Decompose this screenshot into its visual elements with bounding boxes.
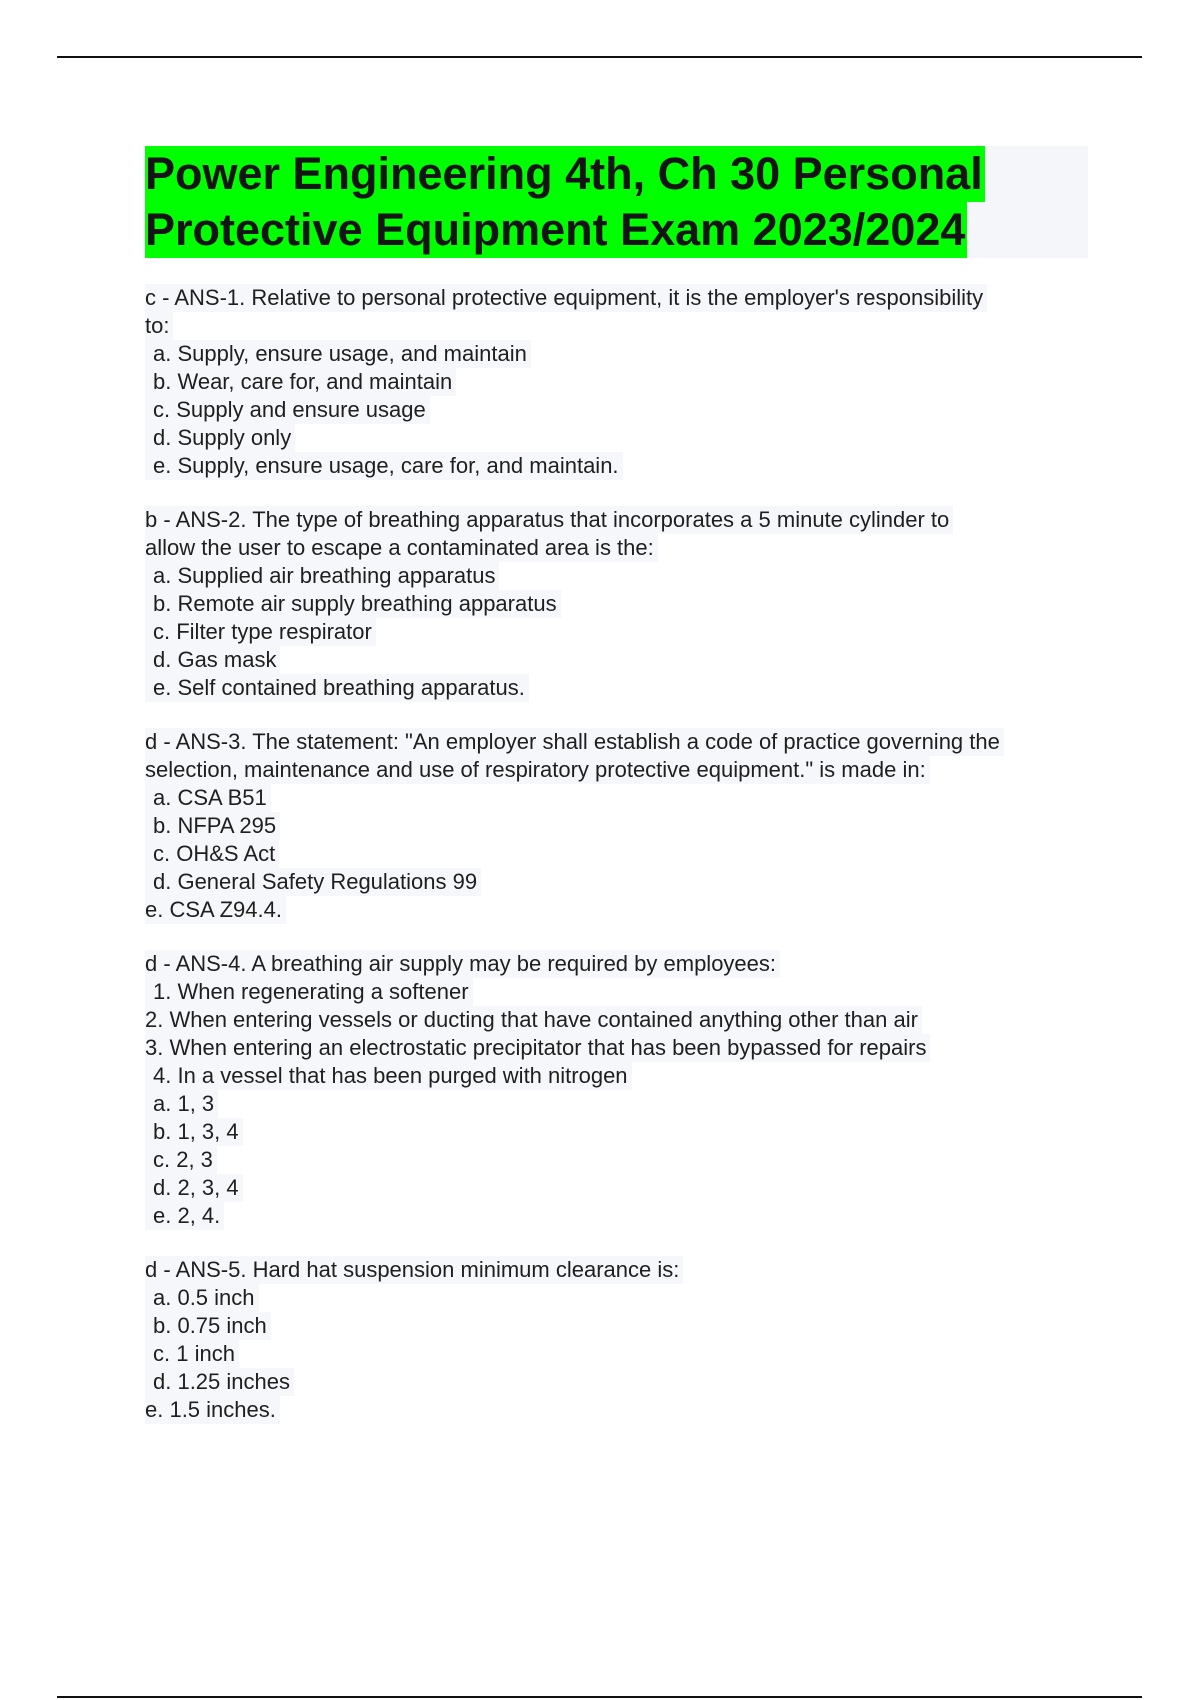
title-line-1: Power Engineering 4th, Ch 30 Personal: [145, 146, 985, 202]
answer-option: a. Supplied air breathing apparatus: [145, 562, 499, 590]
answer-option: d. Supply only: [145, 424, 295, 452]
answer-option: a. 0.5 inch: [145, 1284, 259, 1312]
answer-option: b. NFPA 295: [145, 812, 280, 840]
question-text: b - ANS-2. The type of breathing apparatus that incorporates a 5 minute cylinder to: [145, 506, 953, 534]
question-text: to:: [145, 312, 173, 340]
answer-option: d. 1.25 inches: [145, 1368, 294, 1396]
question-text: d - ANS-4. A breathing air supply may be required by employees:: [145, 950, 780, 978]
answer-option: 4. In a vessel that has been purged with nitrogen: [145, 1062, 632, 1090]
question-3: [145, 728, 1105, 924]
answer-option: d. Gas mask: [145, 646, 280, 674]
answer-option: b. 0.75 inch: [145, 1312, 271, 1340]
answer-option: 2. When entering vessels or ducting that have contained anything other than air: [145, 1006, 922, 1034]
title-line-2: Protective Equipment Exam 2023/2024: [145, 202, 967, 258]
question-4: [145, 950, 1105, 1230]
answer-option: e. 1.5 inches.: [145, 1396, 280, 1424]
answer-option: b. Remote air supply breathing apparatus: [145, 590, 561, 618]
answer-option: 3. When entering an electrostatic precipitator that has been bypassed for repairs: [145, 1034, 930, 1062]
question-text: selection, maintenance and use of respiratory protective equipment." is made in:: [145, 756, 930, 784]
page-title: [145, 146, 1088, 258]
answer-option: 1. When regenerating a softener: [145, 978, 473, 1006]
answer-option: a. 1, 3: [145, 1090, 218, 1118]
answer-option: a. CSA B51: [145, 784, 271, 812]
question-text: d - ANS-5. Hard hat suspension minimum clearance is:: [145, 1256, 683, 1284]
answer-option: c. 2, 3: [145, 1146, 217, 1174]
answer-option: c. Supply and ensure usage: [145, 396, 430, 424]
answer-option: c. Filter type respirator: [145, 618, 376, 646]
question-2: [145, 506, 1105, 702]
answer-option: b. Wear, care for, and maintain: [145, 368, 456, 396]
question-5: [145, 1256, 1105, 1424]
answer-option: c. OH&S Act: [145, 840, 279, 868]
question-list: [145, 284, 1105, 1450]
bottom-rule: [57, 1696, 1142, 1698]
answer-option: c. 1 inch: [145, 1340, 239, 1368]
top-rule: [57, 56, 1142, 58]
answer-option: a. Supply, ensure usage, and maintain: [145, 340, 531, 368]
answer-option: d. 2, 3, 4: [145, 1174, 243, 1202]
question-text: c - ANS-1. Relative to personal protective equipment, it is the employer's responsibility: [145, 284, 987, 312]
answer-option: b. 1, 3, 4: [145, 1118, 243, 1146]
answer-option: e. Self contained breathing apparatus.: [145, 674, 529, 702]
answer-option: e. CSA Z94.4.: [145, 896, 286, 924]
answer-option: e. Supply, ensure usage, care for, and maintain.: [145, 452, 623, 480]
question-1: [145, 284, 1105, 480]
question-text: allow the user to escape a contaminated area is the:: [145, 534, 658, 562]
answer-option: e. 2, 4.: [145, 1202, 224, 1230]
answer-option: d. General Safety Regulations 99: [145, 868, 481, 896]
question-text: d - ANS-3. The statement: "An employer shall establish a code of practice governing the: [145, 728, 1004, 756]
